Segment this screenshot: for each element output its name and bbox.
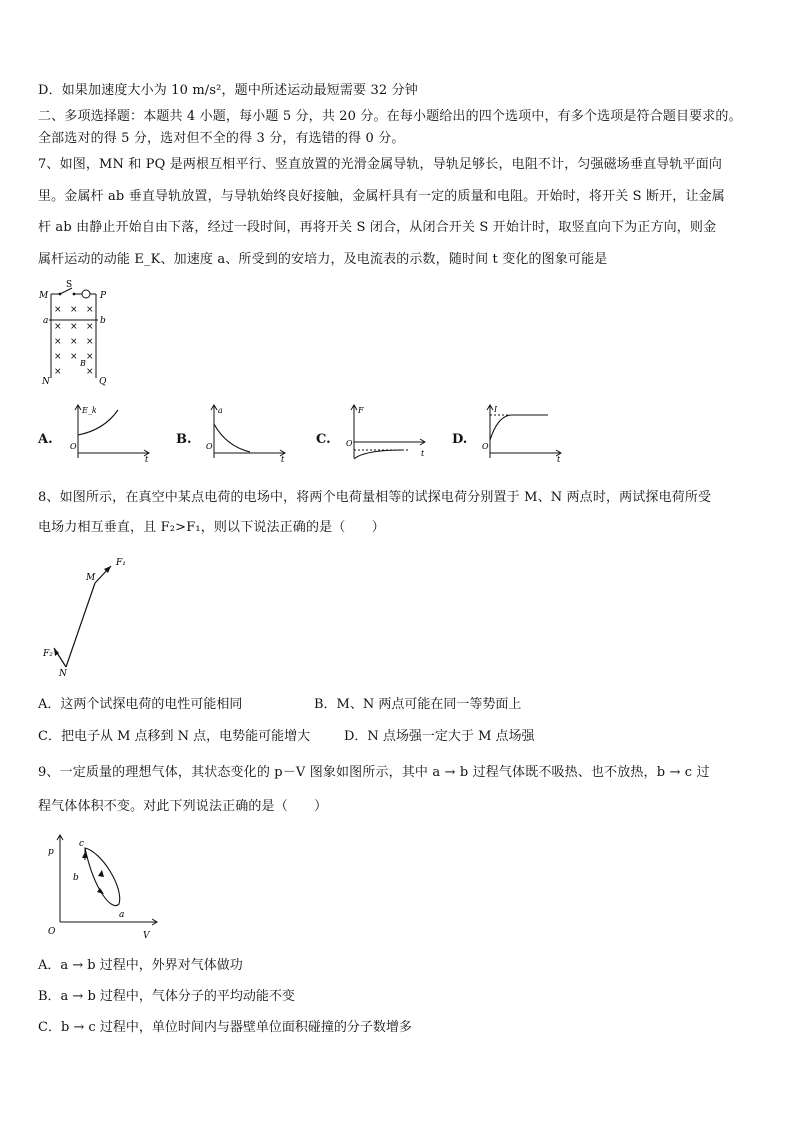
section2-heading-line2: 全部选对的得 5 分，选对但不全的得 3 分，有选错的得 0 分。 xyxy=(38,131,405,146)
label-c: c xyxy=(79,839,85,849)
field-cross: × xyxy=(54,352,62,362)
field-cross: × xyxy=(86,367,94,377)
label-m: M xyxy=(39,291,49,301)
q7-stem-line1: 7、如图，MN 和 PQ 是两根互相平行、竖直放置的光滑金属导轨，导轨足够长，电阻不计，匀强磁场垂直导轨平面向 xyxy=(38,157,723,172)
q7-stem-line4: 属杆运动的动能 E_K、加速度 a、所受到的安培力，及电流表的示数，随时间 t 变化的图象可能是 xyxy=(38,252,608,267)
graph-a-origin: O xyxy=(70,442,77,451)
q9-option-b: B．a → b 过程中，气体分子的平均动能不变 xyxy=(38,989,295,1004)
label-b: b xyxy=(73,873,79,883)
q8-stem-line2: 电场力相互垂直，且 F₂>F₁，则以下说法正确的是（ ） xyxy=(38,520,385,535)
label-f2: F₂ xyxy=(43,649,53,659)
graph-c-xlabel: t xyxy=(421,449,425,458)
graph-a-xlabel: t xyxy=(145,455,149,462)
q7-option-a-label: A. xyxy=(38,432,53,447)
graph-d-xlabel: t xyxy=(557,455,561,462)
q7-option-b-label: B. xyxy=(176,432,192,447)
label-m: M xyxy=(86,573,96,583)
q7-stem-line2: 里。金属杆 ab 垂直导轨放置，与导轨始终良好接触，金属杆具有一定的质量和电阻。开始时，将开关 S 断开，让金属 xyxy=(38,189,725,204)
label-v: V xyxy=(143,931,150,941)
q6-option-d: D．如果加速度大小为 10 m/s²，题中所述运动最短需要 32 分钟 xyxy=(38,83,418,98)
q8-option-a: A．这两个试探电荷的电性可能相同 xyxy=(38,697,243,712)
q9-stem-line1: 9、一定质量的理想气体，其状态变化的 p－V 图象如图所示，其中 a → b 过程气体既不吸热、也不放热，b → c 过 xyxy=(38,765,710,780)
label-o: O xyxy=(48,927,56,937)
label-n: N xyxy=(42,377,50,387)
field-cross: × xyxy=(54,337,62,347)
field-cross: × xyxy=(86,352,94,362)
q8-option-b: B．M、N 两点可能在同一等势面上 xyxy=(314,697,522,712)
label-a: a xyxy=(119,910,125,920)
graph-b-ylabel: a xyxy=(218,406,223,415)
label-b: b xyxy=(100,316,106,326)
q8-option-c: C．把电子从 M 点移到 N 点，电势能可能增大 xyxy=(38,729,311,744)
q7-graph-b xyxy=(200,402,290,462)
q7-stem-line3: 杆 ab 由静止开始自由下落，经过一段时间，再将开关 S 闭合，从闭合开关 S 开始计时，取竖直向下为正方向，则金 xyxy=(38,220,717,235)
q7-graph-c xyxy=(340,402,430,462)
section2-heading-line1: 二、多项选择题：本题共 4 小题，每小题 5 分，共 20 分。在每小题给出的四个选项中，有多个选项是符合题目要求的。 xyxy=(38,109,742,124)
label-q: Q xyxy=(99,377,107,387)
q8-stem-line1: 8、如图所示，在真空中某点电荷的电场中，将两个电荷量相等的试探电荷分别置于 M、N 两点时，两试探电荷所受 xyxy=(38,490,712,505)
field-cross: × xyxy=(86,337,94,347)
graph-c-origin: O xyxy=(346,439,353,448)
q9-option-a: A．a → b 过程中，外界对气体做功 xyxy=(38,958,243,973)
q9-pv-diagram xyxy=(42,830,162,942)
q8-field-figure xyxy=(38,550,138,680)
q9-option-c: C．b → c 过程中，单位时间内与器壁单位面积碰撞的分子数增多 xyxy=(38,1020,412,1035)
field-cross: × xyxy=(70,352,78,362)
q7-graph-a xyxy=(64,402,154,462)
label-field-b: B xyxy=(80,359,86,368)
label-f1: F₁ xyxy=(116,558,126,568)
field-cross: × xyxy=(54,367,62,377)
graph-b-origin: O xyxy=(206,442,213,451)
graph-d-origin: O xyxy=(482,442,489,451)
label-p: P xyxy=(100,291,107,301)
field-cross: × xyxy=(70,337,78,347)
q9-stem-line2: 程气体体积不变。对此下列说法正确的是（ ） xyxy=(38,799,328,814)
field-cross: × xyxy=(86,322,94,332)
field-cross: × xyxy=(54,305,62,315)
label-p: p xyxy=(48,847,54,857)
field-cross: × xyxy=(54,322,62,332)
q7-option-c-label: C. xyxy=(316,432,331,447)
graph-b-xlabel: t xyxy=(281,455,285,462)
field-cross: × xyxy=(70,305,78,315)
field-cross: × xyxy=(86,305,94,315)
q7-graph-d xyxy=(476,402,566,462)
q7-circuit-figure xyxy=(38,280,118,390)
field-cross: × xyxy=(70,322,78,332)
label-a: a xyxy=(43,316,49,326)
graph-c-ylabel: F xyxy=(358,406,364,415)
graph-a-ylabel: E_k xyxy=(82,406,97,415)
graph-d-ylabel: I xyxy=(494,405,498,414)
q7-option-d-label: D. xyxy=(452,432,468,447)
magnetic-field-crosses xyxy=(54,305,94,377)
label-n: N xyxy=(59,669,67,679)
label-s: S xyxy=(66,280,73,290)
q8-option-d: D．N 点场强一定大于 M 点场强 xyxy=(344,729,535,744)
